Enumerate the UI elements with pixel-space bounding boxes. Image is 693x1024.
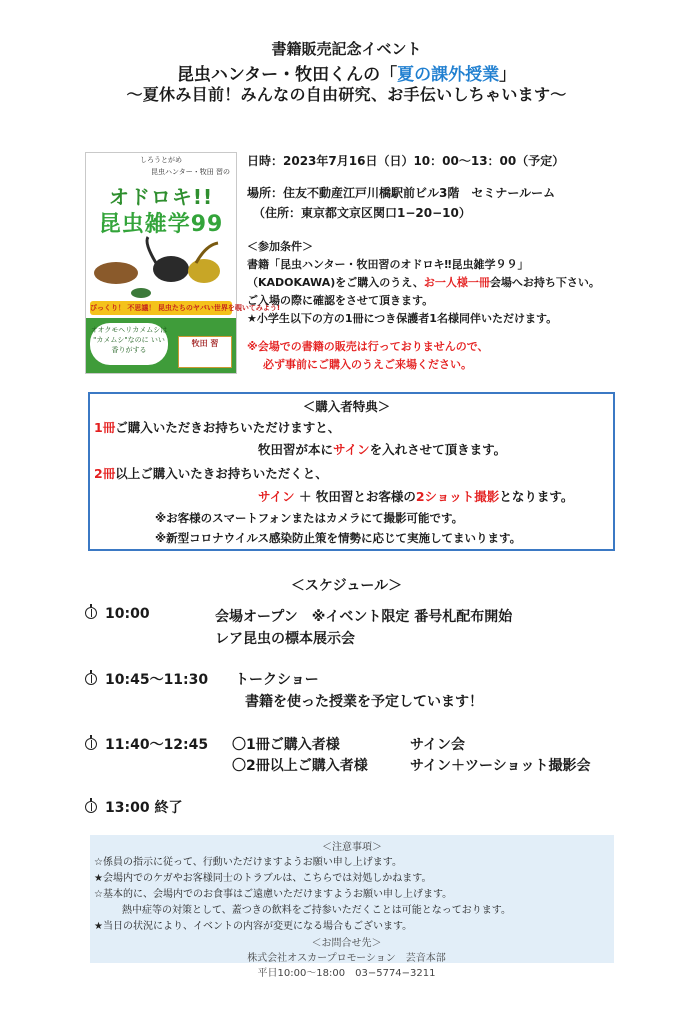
benefit-line-1-red: 1冊 <box>94 420 116 435</box>
conditions-line-2-pre: （KADOKAWA)をご購入のうえ、 <box>247 276 424 289</box>
conditions-line-1: 書籍「昆虫ハンター・牧田習のオドロキ‼昆虫雑学９９」 <box>247 258 529 271</box>
event-title-pre: 昆虫ハンター・牧田くんの「 <box>176 65 398 85</box>
schedule-row-2 <box>85 669 208 689</box>
schedule-title: ＜スケジュール＞ <box>290 578 403 594</box>
benefits-title: ＜購入者特典＞ <box>302 399 391 414</box>
benefit-line-1 <box>94 418 340 436</box>
note-4: 熱中症等の対策として、蓋つきの飲料をご持参いただくことは可能となっております。 <box>122 905 511 916</box>
benefit-note-2: ※新型コロナウイルス感染防止策を情勢に応じて実施してまいります。 <box>155 531 522 545</box>
conditions-line-2-red: お一人様一冊 <box>423 276 490 289</box>
benefit-note-1: ※お客様のスマートフォンまたはカメラにて撮影可能です。 <box>155 511 464 525</box>
note-5: ★当日の状況により、イベントの内容が変更になる場合もございます。 <box>94 921 413 932</box>
cover-series-text: 昆虫ハンター・牧田 習の <box>151 168 230 176</box>
ladybug-icon <box>85 673 97 685</box>
benefit-line-1-post: ご購入いただきお持ちいただけますと、 <box>115 420 341 435</box>
schedule-text-1: 会場オープン ※イベント限定 番号札配布開始 <box>215 609 513 625</box>
conditions-line-3: ご入場の際に確認をさせて頂きます。 <box>247 294 434 307</box>
event-subtitle: 書籍販売記念イベント <box>271 40 422 58</box>
conditions-line-4: ★小学生以下の方の1冊につき保護者1名様同伴いただけます。 <box>247 312 558 325</box>
benefit-line-2-pre: 牧田習が本に <box>258 442 334 457</box>
cover-top-text: しろうとがめ <box>140 156 182 164</box>
benefit-line-4-mid: ＋ 牧田習とお客様の <box>299 489 416 504</box>
event-tagline: 〜夏休み目前！みんなの自由研究、お手伝いしちゃいます〜 <box>126 85 567 104</box>
note-2: ★会場内でのケガやお客様同士のトラブルは、こちらでは対処しかねます。 <box>94 873 432 884</box>
schedule-text-1b: レア昆虫の標本展示会 <box>215 631 355 647</box>
schedule-time-1: 10:00 <box>105 606 150 622</box>
benefit-line-2-red: サイン <box>333 442 370 457</box>
benefit-line-2 <box>258 440 506 458</box>
benefit-line-3-post: 以上ご購入いたきお持ちいただくと、 <box>115 466 328 481</box>
schedule-time-2: 10:45〜11:30 <box>105 672 209 688</box>
contact-title: ＜お問合せ先＞ <box>311 938 382 949</box>
cover-banner: びっくり！ 不思議！ 昆虫たちのヤバい世界を覗いてみよう! <box>90 301 232 315</box>
benefit-line-4-red-2: 2ショット撮影 <box>415 489 500 504</box>
conditions-title: ＜参加条件＞ <box>247 240 313 253</box>
notes-title: ＜注意事項＞ <box>322 842 382 853</box>
schedule-time-3: 11:40〜12:45 <box>105 737 209 753</box>
benefit-line-4-post: となります。 <box>499 489 574 504</box>
event-place: 場所：住友不動産江戸川橋駅前ビル3階 セミナールーム <box>247 186 556 200</box>
event-title-highlight: 夏の課外授業 <box>397 65 500 85</box>
note-1: ☆係員の指示に従って、行動いただけますようお願い申し上げます。 <box>94 857 402 868</box>
cover-title-2: 昆虫雑学99 <box>98 212 224 237</box>
schedule-text-3a: 〇1冊ご購入者様 <box>232 737 340 753</box>
benefit-line-3 <box>94 464 328 482</box>
contact-company: 株式会社オスカープロモーション 芸音本部 <box>247 953 446 964</box>
event-date: 日時：2023年7月16日（日）10：00〜13：00（予定） <box>247 154 565 168</box>
schedule-text-2b: 書籍を使った授業を予定しています！ <box>245 694 483 710</box>
schedule-text-2: トークショー <box>235 672 319 688</box>
ladybug-icon <box>85 607 97 619</box>
ladybug-icon <box>85 738 97 750</box>
benefit-line-3-red: 2冊 <box>94 466 116 481</box>
cover-author: 牧田 習 <box>178 336 232 368</box>
schedule-row-1 <box>85 606 150 622</box>
event-title-post: 」 <box>499 65 517 85</box>
schedule-text-3b2: サイン＋ツーショット撮影会 <box>410 758 591 774</box>
schedule-text-3b: 〇2冊以上ご購入者様 <box>232 758 368 774</box>
schedule-text-4: 終了 <box>154 800 183 816</box>
note-3: ☆基本的に、会場内でのお食事はご遠慮いただけますようお願い申し上げます。 <box>94 889 453 900</box>
warning-line-2: 必ず事前にご購入のうえご来場ください。 <box>263 358 472 371</box>
benefit-line-4 <box>258 487 573 505</box>
ladybug-icon <box>85 801 97 813</box>
benefit-line-2-post: を入れさせて頂きます。 <box>369 442 507 457</box>
conditions-line-2 <box>247 274 600 290</box>
cover-bubble-text: オオクモヘリカメムシは "カメムシ"なのに いい香りがする <box>90 323 168 365</box>
benefit-line-4-red-1: サイン <box>258 489 295 504</box>
schedule-text-3a2: サイン会 <box>410 737 466 753</box>
warning-line-1: ※会場での書籍の販売は行っておりませんので、 <box>247 340 489 353</box>
schedule-row-4 <box>85 797 182 817</box>
schedule-time-4: 13:00 <box>105 800 150 816</box>
conditions-line-2-post: 会場へお持ち下さい。 <box>489 276 600 289</box>
cover-title-1: オドロキ!! <box>108 185 214 209</box>
beetle-illustration <box>86 233 236 303</box>
event-address: （住所：東京都文京区関口1−20−10） <box>253 206 471 220</box>
schedule-row-3 <box>85 734 208 754</box>
contact-hours: 平日10:00〜18:00 03−5774−3211 <box>257 968 436 979</box>
